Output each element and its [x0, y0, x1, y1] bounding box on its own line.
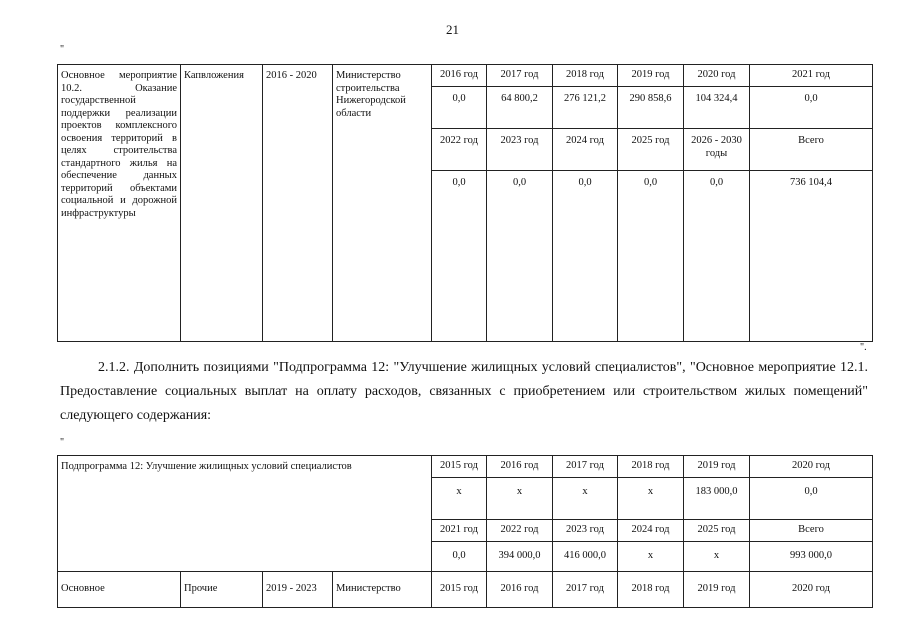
value-cell: х [487, 478, 553, 520]
year-header: 2017 год [553, 456, 618, 478]
year-header: 2019 год [618, 65, 684, 87]
value-cell: 0,0 [684, 171, 750, 342]
value-cell: 0,0 [618, 171, 684, 342]
next-funding-type: Прочие [181, 572, 263, 608]
year-header: 2020 год [750, 456, 873, 478]
table-measure-10-2 [57, 64, 873, 342]
value-cell: 0,0 [553, 171, 618, 342]
year-header: 2018 год [553, 65, 618, 87]
paragraph-text: 2.1.2. Дополнить позициями "Подпрограмма 12: "Улучшение жилищных условий специалистов", "Основное мероприятие 12.1. Предоставление социальных выплат на оплату расходов, связанных с приобретением или строительством жилых помещений" следующего содержания: [60, 360, 868, 423]
value-cell: 290 858,6 [618, 87, 684, 129]
executor: Министерство строительства Нижегородской области [333, 65, 432, 342]
year-header: 2016 год [432, 65, 487, 87]
next-period: 2019 - 2023 [263, 572, 333, 608]
year-header: 2022 год [432, 129, 487, 171]
value-cell: 0,0 [487, 171, 553, 342]
year-header: 2025 год [618, 129, 684, 171]
value-cell: х [432, 478, 487, 520]
implementation-period: 2016 - 2020 [263, 65, 333, 342]
opening-quote: " [60, 44, 65, 55]
value-cell: 0,0 [432, 87, 487, 129]
value-cell: 394 000,0 [487, 542, 553, 572]
year-header: 2015 год [432, 572, 487, 608]
table-subprogram-12 [57, 455, 873, 608]
measure-description: Основное мероприятие 10.2. Оказание государственной поддержки реализации проектов комплексного освоения территорий в целях строительства стандартного жилья на обеспечение данных территорий объектами социальной и дорожной инфраструктуры [58, 65, 181, 342]
closing-quote: ". [860, 342, 867, 353]
value-cell: 416 000,0 [553, 542, 618, 572]
next-executor: Министерство [333, 572, 432, 608]
year-header: 2018 год [618, 456, 684, 478]
year-header: 2022 год [487, 520, 553, 542]
opening-quote: " [60, 437, 65, 448]
value-cell: 0,0 [432, 542, 487, 572]
value-cell: х [618, 542, 684, 572]
year-header: 2024 год [618, 520, 684, 542]
page-number: 21 [446, 22, 459, 37]
year-header: 2026 - 2030 годы [684, 129, 750, 171]
value-cell: 0,0 [750, 87, 873, 129]
year-header: 2019 год [684, 572, 750, 608]
year-header: Всего [750, 520, 873, 542]
year-header: 2023 год [553, 520, 618, 542]
value-cell: 183 000,0 [684, 478, 750, 520]
amendment-paragraph [60, 356, 868, 428]
value-cell: х [618, 478, 684, 520]
subprogram-title: Подпрограмма 12: Улучшение жилищных условий специалистов [58, 456, 432, 572]
year-header: 2019 год [684, 456, 750, 478]
value-cell: 64 800,2 [487, 87, 553, 129]
year-header: 2015 год [432, 456, 487, 478]
next-measure: Основное [58, 572, 181, 608]
value-cell: 0,0 [750, 478, 873, 520]
year-header: 2020 год [750, 572, 873, 608]
year-header: 2017 год [553, 572, 618, 608]
year-header: 2024 год [553, 129, 618, 171]
value-cell: 993 000,0 [750, 542, 873, 572]
year-header: 2020 год [684, 65, 750, 87]
funding-type: Капвложения [181, 65, 263, 342]
year-header: 2016 год [487, 456, 553, 478]
value-cell: 276 121,2 [553, 87, 618, 129]
value-cell: 736 104,4 [750, 171, 873, 342]
value-cell: 0,0 [432, 171, 487, 342]
year-header: 2017 год [487, 65, 553, 87]
year-header: Всего [750, 129, 873, 171]
year-header: 2021 год [432, 520, 487, 542]
year-header: 2023 год [487, 129, 553, 171]
year-header: 2018 год [618, 572, 684, 608]
value-cell: х [684, 542, 750, 572]
value-cell: 104 324,4 [684, 87, 750, 129]
year-header: 2025 год [684, 520, 750, 542]
value-cell: х [553, 478, 618, 520]
year-header: 2016 год [487, 572, 553, 608]
year-header: 2021 год [750, 65, 873, 87]
